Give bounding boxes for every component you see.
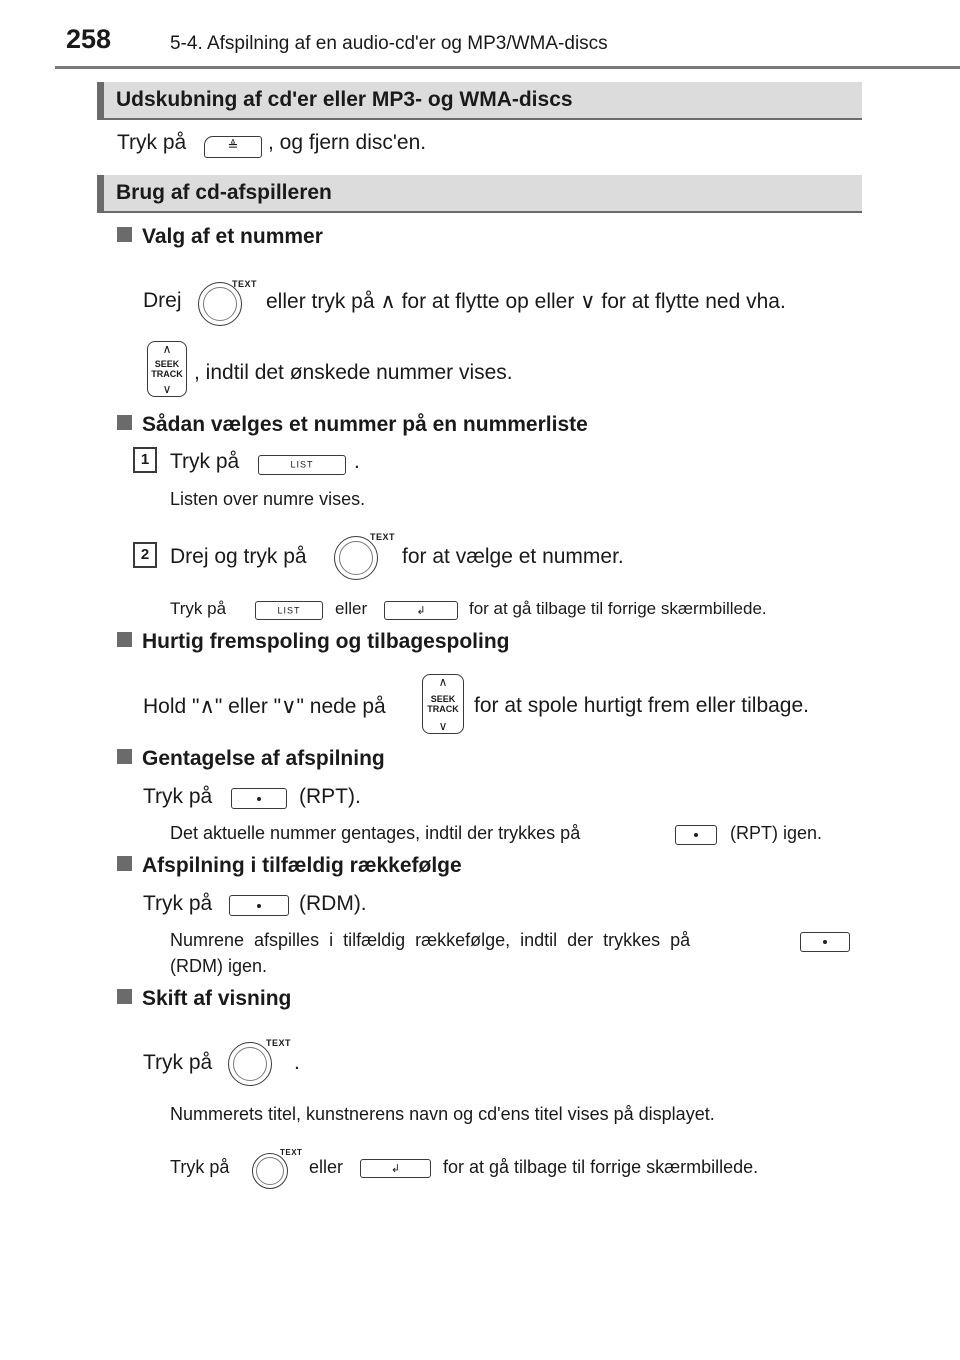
display-note2-a: Tryk på (170, 1157, 230, 1177)
subheading-select-track: Valg af et nummer (117, 225, 323, 249)
random-note-line1: Numrene afspilles i tilfældig rækkefølge, indtil der trykkes på (170, 930, 691, 950)
bullet-square-icon (117, 632, 132, 647)
repeat-text-a: Tryk på (143, 785, 213, 808)
step2-text-b: for at vælge et nummer. (402, 545, 624, 568)
subheading-repeat: Gentagelse af afspilning (117, 747, 385, 771)
list-button: LIST (258, 455, 346, 475)
back-icon: ↲ (390, 1162, 401, 1175)
preset-button-rpt (675, 825, 717, 845)
section-title: Brug af cd-afspilleren (116, 181, 332, 204)
bullet-square-icon (117, 749, 132, 764)
bullet-square-icon (117, 415, 132, 430)
subheading-random: Afspilning i tilfældig rækkefølge (117, 854, 462, 878)
fast-forward-text-a: Hold "∧" eller "∨" nede på (143, 695, 386, 718)
list-note-b: eller (335, 599, 368, 618)
text-knob-icon: TEXT (334, 532, 394, 582)
display-text-a: Tryk på (143, 1051, 213, 1074)
step-number-2: 2 (133, 542, 157, 568)
eject-button (204, 136, 262, 158)
repeat-note-b: (RPT) igen. (730, 823, 823, 843)
back-button (360, 1159, 431, 1178)
subheading-display: Skift af visning (117, 987, 291, 1011)
display-note2-c: for at gå tilbage til forrige skærmbillede. (443, 1157, 759, 1177)
chapter-title: 5-4. Afspilning af en audio-cd'er og MP3/WMA-discs (170, 33, 608, 54)
display-note1: Nummerets titel, kunstnerens navn og cd'ens titel vises på displayet. (170, 1104, 715, 1124)
bullet-square-icon (117, 989, 132, 1004)
page-number: 258 (66, 24, 112, 54)
preset-button-rdm (800, 932, 850, 952)
fast-forward-text-b: for at spole hurtigt frem eller tilbage. (474, 694, 809, 717)
eject-icon: ≜ (227, 138, 239, 154)
list-button: LIST (255, 601, 323, 620)
eject-instruction-b: , og fjern disc'en. (268, 131, 427, 154)
preset-button-rpt (231, 788, 287, 809)
random-text-a: Tryk på (143, 892, 213, 915)
select-track-line2: , indtil det ønskede nummer vises. (194, 361, 513, 384)
seek-track-button-icon: ∧ SEEK TRACK ∨ (147, 341, 187, 397)
subheading-select-from-list: Sådan vælges et nummer på en nummerliste (117, 413, 588, 437)
seek-track-button-icon: ∧ SEEK TRACK ∨ (422, 674, 464, 734)
text-knob-icon: TEXT (252, 1148, 306, 1190)
list-note-a: Tryk på (170, 599, 227, 618)
list-note-c: for at gå tilbage til forrige skærmbillede. (469, 599, 767, 618)
back-icon: ↲ (416, 604, 426, 617)
step1-note: Listen over numre vises. (170, 489, 366, 509)
bullet-square-icon (117, 856, 132, 871)
section-heading-use (97, 175, 862, 213)
section-heading-eject (97, 82, 862, 120)
text-knob-icon: TEXT (228, 1038, 290, 1086)
preset-button-rdm (229, 895, 289, 916)
repeat-note-a: Det aktuelle nummer gentages, indtil der trykkes på (170, 823, 581, 843)
repeat-text-b: (RPT). (299, 785, 361, 808)
back-button (384, 601, 458, 620)
random-note-line2: (RDM) igen. (170, 956, 268, 976)
select-track-line1-a: Drej (143, 289, 182, 312)
display-note2-b: eller (309, 1157, 344, 1177)
section-title: Udskubning af cd'er eller MP3- og WMA-discs (116, 88, 573, 111)
header-rule (55, 66, 960, 69)
display-text-b: . (294, 1051, 300, 1074)
step1-text-a: Tryk på (170, 450, 240, 473)
step-number-1: 1 (133, 447, 157, 473)
random-text-b: (RDM). (299, 892, 367, 915)
eject-instruction-a: Tryk på (117, 131, 187, 154)
select-track-line1-b: eller tryk på ∧ for at flytte op eller ∨ for at flytte ned vha. (266, 290, 786, 313)
step2-text-a: Drej og tryk på (170, 545, 307, 568)
text-knob-icon: TEXT (198, 279, 254, 327)
step1-text-b: . (354, 450, 360, 473)
subheading-fast-forward: Hurtig fremspoling og tilbagespoling (117, 630, 510, 654)
bullet-square-icon (117, 227, 132, 242)
